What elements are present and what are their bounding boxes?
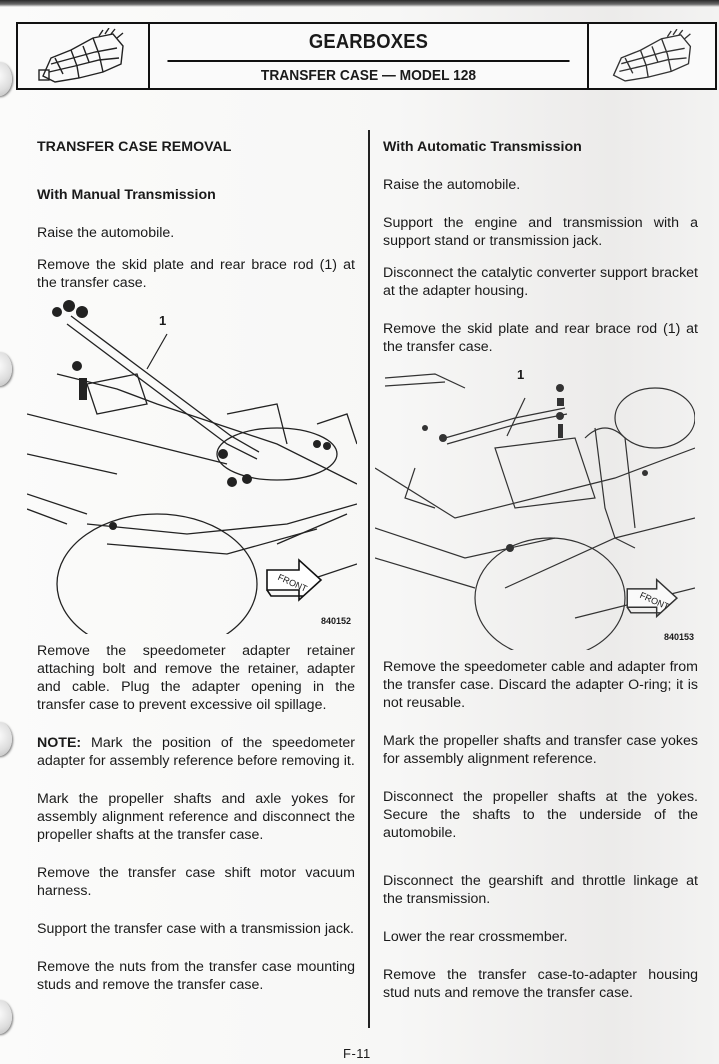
front-label: FRONT (638, 590, 671, 612)
binder-hole (0, 722, 12, 756)
page-number: F-11 (343, 1046, 371, 1061)
section-title: TRANSFER CASE REMOVAL (37, 139, 232, 155)
column-divider (368, 130, 370, 1028)
step: Remove the skid plate and rear brace rod (1) at the transfer case. (37, 257, 355, 291)
step: Support the transfer case with a transmission jack. (37, 921, 354, 937)
page-title: GEARBOXES (167, 24, 569, 62)
step: Lower the rear crossmember. (383, 929, 568, 945)
front-label: FRONT (276, 572, 309, 594)
step: Remove the nuts from the transfer case mounting studs and remove the transfer case. (37, 959, 355, 993)
step: Remove the speedometer cable and adapter from the transfer case. Discard the adapter O-ring; it is not reusable. (383, 659, 698, 711)
gearbox-illustration-icon (587, 24, 715, 88)
note-text: Mark the position of the speedometer adapter for assembly reference before removing it. (37, 735, 355, 769)
step: Mark the propeller shafts and axle yokes for assembly alignment reference and disconnect the propeller shafts at the transfer case. (37, 791, 355, 843)
note (37, 734, 355, 770)
gearbox-illustration-icon (18, 24, 150, 88)
binder-hole (0, 1000, 12, 1034)
callout-number: 1 (159, 313, 167, 328)
binder-hole (0, 352, 12, 386)
binder-hole (0, 62, 12, 96)
step: Disconnect the propeller shafts at the yokes. Secure the shafts to the underside of the automobile. (383, 789, 698, 841)
step: Remove the skid plate and rear brace rod (1) at the transfer case. (383, 321, 698, 355)
step: Raise the automobile. (383, 177, 521, 193)
page-header (16, 22, 717, 90)
right-column (383, 130, 698, 1002)
figure-automatic-transmission (375, 358, 698, 650)
step: Support the engine and transmission with a support stand or transmission jack. (383, 215, 698, 249)
page-top-edge (0, 0, 719, 7)
step: Disconnect the catalytic converter support bracket at the adapter housing. (383, 265, 698, 299)
figure-number: 840152 (320, 616, 351, 626)
page-subtitle: TRANSFER CASE — MODEL 128 (260, 66, 477, 84)
left-column (37, 130, 355, 994)
subsection-title-manual: With Manual Transmission (37, 187, 216, 203)
figure-number: 840153 (663, 632, 694, 642)
step: Disconnect the gearshift and throttle linkage at the transmission. (383, 873, 698, 907)
step: Remove the speedometer adapter retainer attaching bolt and remove the retainer, adapter and cable. Plug the adapter opening in the transfer case to prevent excessive oil spillage. (37, 643, 355, 713)
note-label: NOTE: (37, 735, 82, 751)
step: Mark the propeller shafts and transfer case yokes for assembly alignment reference. (383, 733, 698, 767)
step: Remove the transfer case-to-adapter housing stud nuts and remove the transfer case. (383, 967, 698, 1001)
step: Raise the automobile. (37, 225, 175, 241)
figure-manual-transmission (27, 294, 355, 634)
step: Remove the transfer case shift motor vacuum harness. (37, 865, 355, 899)
callout-number: 1 (517, 367, 525, 382)
subsection-title-automatic: With Automatic Transmission (383, 139, 582, 155)
